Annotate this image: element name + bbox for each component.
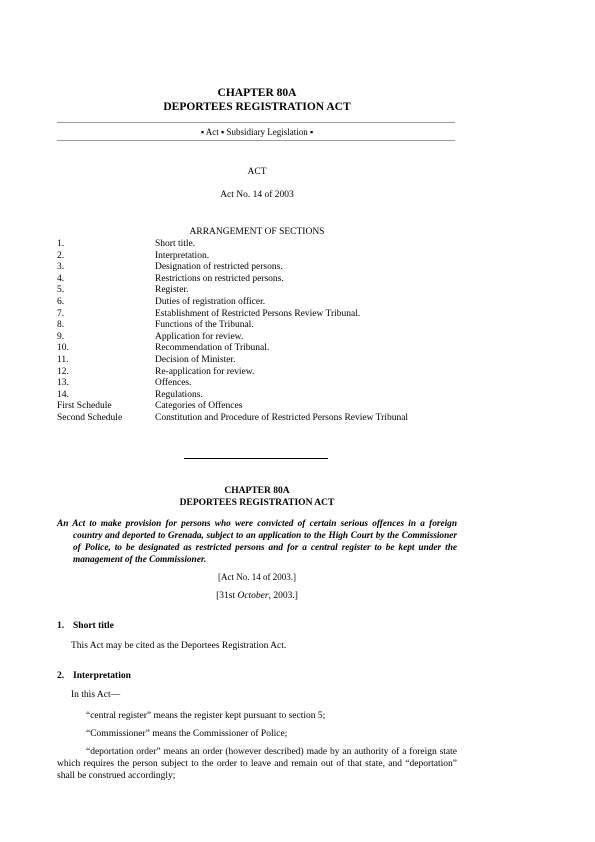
body-chapter-title (57, 485, 457, 509)
section-title: Short title (73, 621, 114, 631)
toc-title[interactable]: Recommendation of Tribunal. (155, 343, 270, 354)
act-citation: [Act No. 14 of 2003.] (218, 572, 296, 582)
commencement-suffix: , 2003.] (268, 591, 298, 601)
toc-number: 8. (57, 320, 65, 331)
section-2-heading (57, 671, 131, 682)
section-title: Interpretation (73, 671, 131, 681)
toc-row[interactable] (57, 274, 457, 286)
bullet-icon: ▪ (200, 127, 205, 137)
toc-row[interactable] (57, 401, 457, 413)
toc-row[interactable] (57, 309, 457, 321)
definition-text: “deportation order” means an order (however described) made by an authority of a foreign state which requires the person subject to the order to leave and remain out of that state, and “deportation” shall be construed accordingly; (57, 747, 457, 781)
toc-title[interactable]: Re-application for review. (155, 366, 255, 377)
arrangement-of-sections (57, 239, 457, 425)
toc-row[interactable] (57, 378, 457, 390)
toc-number: 3. (57, 262, 65, 273)
section-divider (184, 458, 328, 459)
chapter-number: CHAPTER 80A (217, 87, 297, 99)
toc-row[interactable] (57, 355, 457, 367)
act-label: ACT (247, 167, 267, 177)
commencement-prefix: [31st (216, 591, 238, 601)
toc-row[interactable] (57, 367, 457, 379)
commencement-month: October (237, 591, 269, 601)
toc-number: 2. (57, 250, 65, 261)
toc-number: Second Schedule (57, 412, 123, 423)
nav-bottom-rule (57, 140, 455, 141)
chapter-title (57, 86, 457, 114)
bullet-icon: ▪ (309, 127, 314, 137)
long-title (57, 518, 457, 566)
toc-number: 7. (57, 308, 65, 319)
toc-title[interactable]: Establishment of Restricted Persons Review Tribunal. (155, 308, 361, 319)
toc-title[interactable]: Regulations. (155, 389, 203, 400)
section-number: 2. (57, 671, 65, 681)
toc-number: 5. (57, 285, 65, 296)
toc-number: 10. (57, 343, 69, 354)
toc-title[interactable]: Restrictions on restricted persons. (155, 273, 284, 284)
section-1-text: This Act may be cited as the Deportees Registration Act. (71, 641, 287, 651)
section-number: 1. (57, 621, 65, 631)
toc-title[interactable]: Application for review. (155, 331, 244, 342)
toc-title[interactable]: Decision of Minister. (155, 354, 236, 365)
toc-number: 1. (57, 239, 65, 249)
toc-row[interactable] (57, 320, 457, 332)
toc-number: 13. (57, 378, 69, 389)
toc-number: 6. (57, 296, 65, 307)
act-name: DEPORTEES REGISTRATION ACT (163, 101, 351, 113)
subsidiary-legislation-link[interactable]: Subsidiary Legislation (226, 127, 308, 137)
bullet-icon: ▪ (221, 127, 225, 137)
toc-title[interactable]: Interpretation. (155, 250, 210, 261)
definition-text: “central register” means the register kept pursuant to section 5; (86, 711, 326, 721)
definition-item (57, 728, 457, 740)
section-1-heading (57, 621, 114, 632)
toc-row[interactable] (57, 390, 457, 402)
toc-title[interactable]: Duties of registration officer. (155, 296, 266, 307)
act-link[interactable]: Act (205, 127, 219, 137)
nav-links (57, 127, 457, 138)
definition-item (57, 746, 457, 782)
definition-text: “Commissioner” means the Commissioner of Police; (86, 729, 288, 739)
commencement-date (57, 591, 457, 602)
top-rule (57, 122, 455, 123)
toc-row[interactable] (57, 343, 457, 355)
toc-title[interactable]: Constitution and Procedure of Restricted Persons Review Tribunal (155, 412, 409, 423)
toc-row[interactable] (57, 297, 457, 309)
body-act-name: DEPORTEES REGISTRATION ACT (179, 498, 335, 508)
toc-number: 11. (57, 354, 69, 365)
toc-title[interactable]: Offences. (155, 378, 192, 389)
toc-title[interactable]: Register. (155, 285, 189, 296)
toc-number: First Schedule (57, 401, 112, 412)
toc-row[interactable] (57, 239, 457, 251)
toc-title[interactable]: Categories of Offences (155, 401, 243, 412)
toc-row[interactable] (57, 332, 457, 344)
toc-number: 14. (57, 389, 69, 400)
toc-title[interactable]: Functions of the Tribunal. (155, 320, 254, 331)
toc-number: 9. (57, 331, 65, 342)
toc-title[interactable]: Designation of restricted persons. (155, 262, 283, 273)
definition-item (57, 710, 457, 722)
toc-number: 4. (57, 273, 65, 284)
long-title-text: An Act to make provision for persons who were convicted of certain serious offences in a foreign country and deported to Grenada, subject to an application to the High Court by the Commissioner of Police, to be designated as restricted persons and for a central register to be kept under the management of the Commissioner. (57, 519, 457, 565)
toc-row[interactable] (57, 262, 457, 274)
toc-title[interactable]: Short title. (155, 239, 196, 249)
toc-number: 12. (57, 366, 69, 377)
arrangement-heading: ARRANGEMENT OF SECTIONS (189, 227, 325, 237)
body-chapter-number: CHAPTER 80A (224, 486, 290, 496)
toc-row[interactable] (57, 413, 457, 425)
section-2-intro: In this Act— (71, 690, 121, 700)
act-number: Act No. 14 of 2003 (220, 190, 294, 200)
toc-row[interactable] (57, 285, 457, 297)
toc-row[interactable] (57, 251, 457, 263)
